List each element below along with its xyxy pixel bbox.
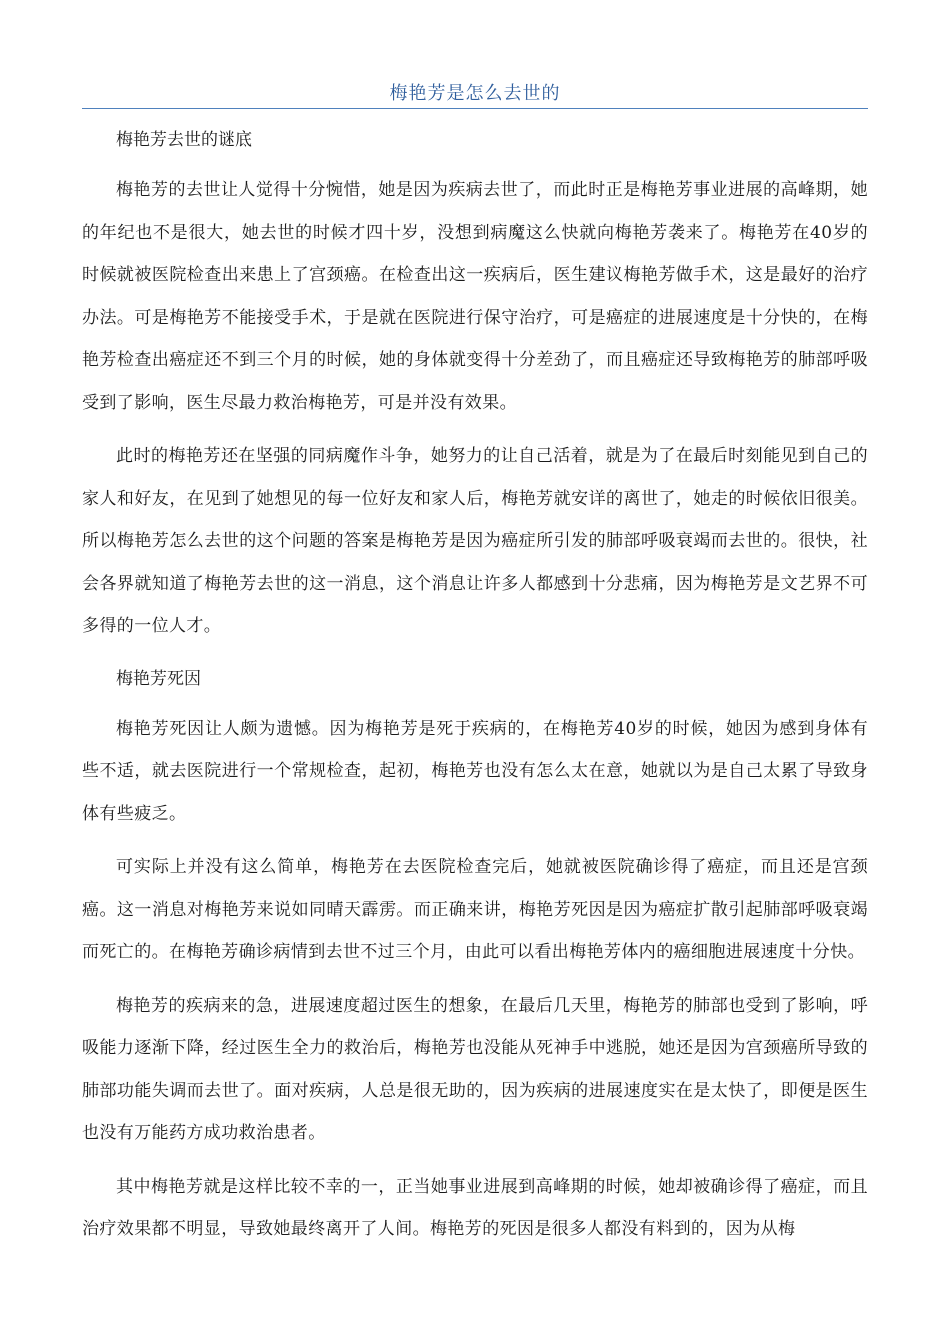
document-page <box>82 0 868 1251</box>
section-heading-cause: 梅艳芳死因 <box>116 668 201 689</box>
title-divider <box>82 108 868 109</box>
paragraph: 其中梅艳芳就是这样比较不幸的一，正当她事业进展到高峰期的时候，她却被确诊得了癌症，而且治疗效果都不明显，导致她最终离开了人间。梅艳芳的死因是很多人都没有料到的，因为从梅 <box>82 1176 868 1239</box>
section-heading-mystery: 梅艳芳去世的谜底 <box>116 130 252 150</box>
paragraph: 梅艳芳的疾病来的急，进展速度超过医生的想象，在最后几天里，梅艳芳的肺部也受到了影响，呼吸能力逐渐下降，经过医生全力的救治后，梅艳芳也没能从死神手中逃脱，她还是因为宫颈癌所导致的肺部功能失调而去世了。面对疾病，人总是很无助的，因为疾病的进展速度实在是太快了，即便是医生也没有万能药方成功救治患者。 <box>82 995 868 1143</box>
paragraph: 可实际上并没有这么简单，梅艳芳在去医院检查完后，她就被医院确诊得了癌症，而且还是宫颈癌。这一消息对梅艳芳来说如同晴天霹雳。而正确来讲，梅艳芳死因是因为癌症扩散引起肺部呼吸衰竭而死亡的。在梅艳芳确诊病情到去世不过三个月，由此可以看出梅艳芳体内的癌细胞进展速度十分快。 <box>82 857 868 962</box>
paragraph: 此时的梅艳芳还在坚强的同病魔作斗争，她努力的让自己活着，就是为了在最后时刻能见到自己的家人和好友，在见到了她想见的每一位好友和家人后，梅艳芳就安详的离世了，她走的时候依旧很美。所以梅艳芳怎么去世的这个问题的答案是梅艳芳是因为癌症所引发的肺部呼吸衰竭而去世的。很快，社会各界就知道了梅艳芳去世的这一消息，这个消息让许多人都感到十分悲痛，因为梅艳芳是文艺界不可多得的一位人才。 <box>82 446 868 636</box>
paragraph: 梅艳芳的去世让人觉得十分惋惜，她是因为疾病去世了，而此时正是梅艳芳事业进展的高峰期，她的年纪也不是很大，她去世的时候才四十岁，没想到病魔这么快就向梅艳芳袭来了。梅艳芳在40岁的时候就被医院检查出来患上了宫颈癌。在检查出这一疾病后，医生建议梅艳芳做手术，这是最好的治疗办法。可是梅艳芳不能接受手术，于是就在医院进行保守治疗，可是癌症的进展速度是十分快的，在梅艳芳检查出癌症还不到三个月的时候，她的身体就变得十分差劲了，而且癌症还导致梅艳芳的肺部呼吸受到了影响，医生尽最力救治梅艳芳，可是并没有效果。 <box>82 180 868 413</box>
document-title: 梅艳芳是怎么去世的 <box>389 83 561 104</box>
paragraph: 梅艳芳死因让人颇为遗憾。因为梅艳芳是死于疾病的，在梅艳芳40岁的时候，她因为感到身体有些不适，就去医院进行一个常规检查，起初，梅艳芳也没有怎么太在意，她就以为是自己太累了导致身体有些疲乏。 <box>82 718 868 824</box>
